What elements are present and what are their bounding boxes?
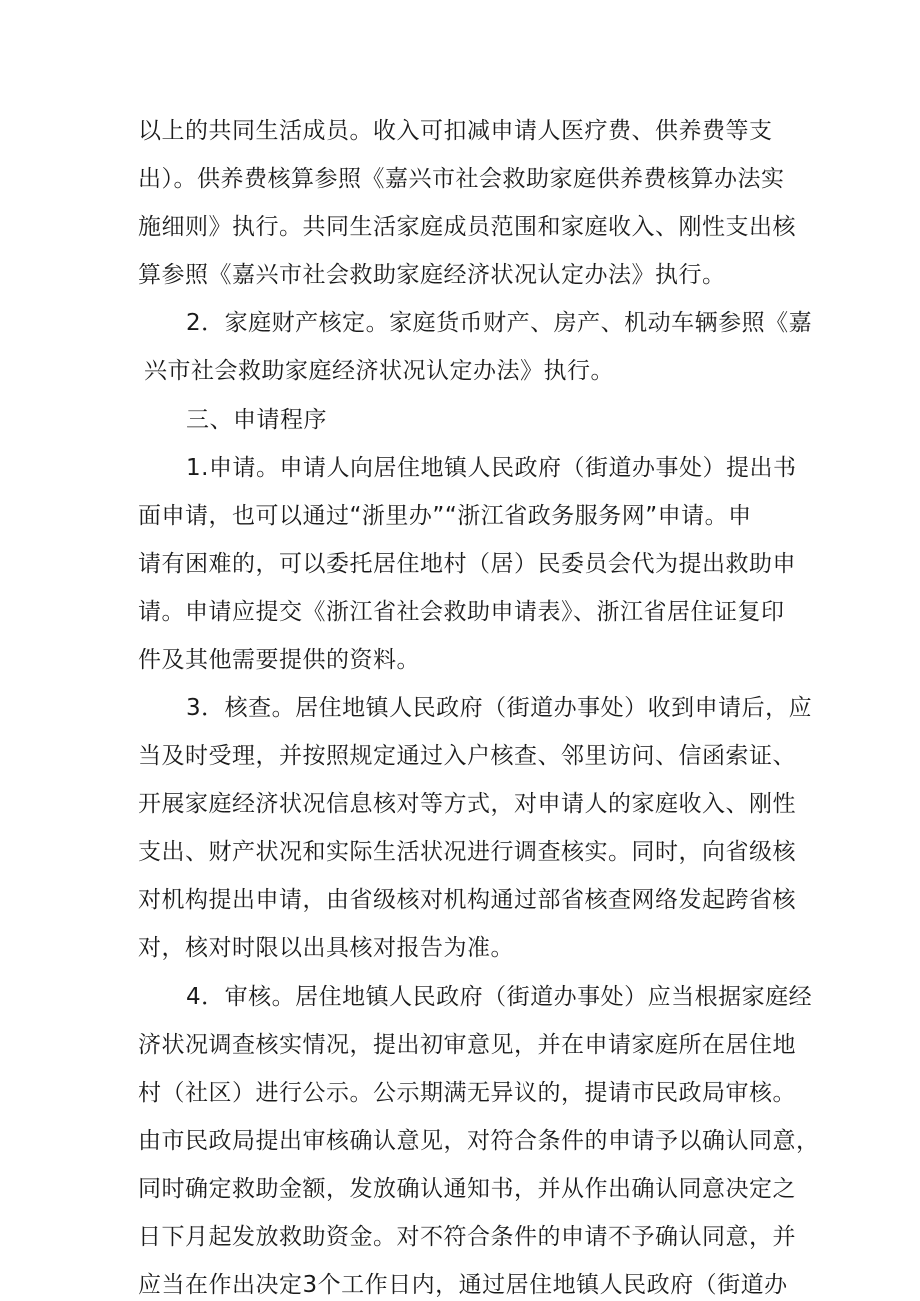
text-line: 村（社区）进行公示。公示期满无异议的，提请市民政局审核。 <box>138 1080 796 1106</box>
text-line: 济状况调查核实情况，提出初审意见，并在申请家庭所在居住地 <box>138 1032 796 1058</box>
text-line: 2．家庭财产核定。家庭货币财产、房产、机动车辆参照《嘉 <box>186 310 813 336</box>
section-heading: 三、申请程序 <box>186 407 327 433</box>
text-line: 4．审核。居住地镇人民政府（街道办事处）应当根据家庭经 <box>186 984 813 1010</box>
text-line: 算参照《嘉兴市社会救助家庭经济状况认定办法》执行。 <box>138 262 726 288</box>
text-line: 日下月起发放救助资金。对不符合条件的申请不予确认同意，并 <box>138 1224 796 1250</box>
text-line: 对，核对时限以出具核对报告为准。 <box>138 935 514 961</box>
text-line: 3．核查。居住地镇人民政府（街道办事处）收到申请后，应 <box>186 695 813 721</box>
text-line: 1.申请。申请人向居住地镇人民政府（街道办事处）提出书 <box>186 455 797 481</box>
text-line: 当及时受理，并按照规定通过入户核查、邻里访问、信函索证、 <box>138 743 796 769</box>
text-line: 应当在作出决定3个工作日内，通过居住地镇人民政府（街道办 <box>138 1272 788 1298</box>
text-line: 由市民政局提出审核确认意见，对符合条件的申请予以确认同意， <box>138 1128 820 1154</box>
text-line: 面申请，也可以通过“浙里办”“浙江省政务服务网”申请。申 <box>138 503 752 529</box>
text-line: 件及其他需要提供的资料。 <box>138 647 420 673</box>
text-line: 对机构提出申请，由省级核对机构通过部省核查网络发起跨省核 <box>138 887 796 913</box>
text-line: 出）。供养费核算参照《嘉兴市社会救助家庭供养费核算办法实 <box>138 166 785 192</box>
text-line: 同时确定救助金额，发放确认通知书，并从作出确认同意决定之 <box>138 1176 796 1202</box>
text-line: 请有困难的，可以委托居住地村（居）民委员会代为提出救助申 <box>138 551 796 577</box>
text-line: 施细则》执行。共同生活家庭成员范围和家庭收入、刚性支出核 <box>138 214 796 240</box>
text-line: 以上的共同生活成员。收入可扣减申请人医疗费、供养费等支 <box>138 118 773 144</box>
text-line: 支出、财产状况和实际生活状况进行调查核实。同时，向省级核 <box>138 839 796 865</box>
text-line: 兴市社会救助家庭经济状况认定办法》执行。 <box>144 358 614 384</box>
text-line: 开展家庭经济状况信息核对等方式，对申请人的家庭收入、刚性 <box>138 791 796 817</box>
text-line: 请。申请应提交《浙江省社会救助申请表》、浙江省居住证复印 <box>138 599 785 625</box>
